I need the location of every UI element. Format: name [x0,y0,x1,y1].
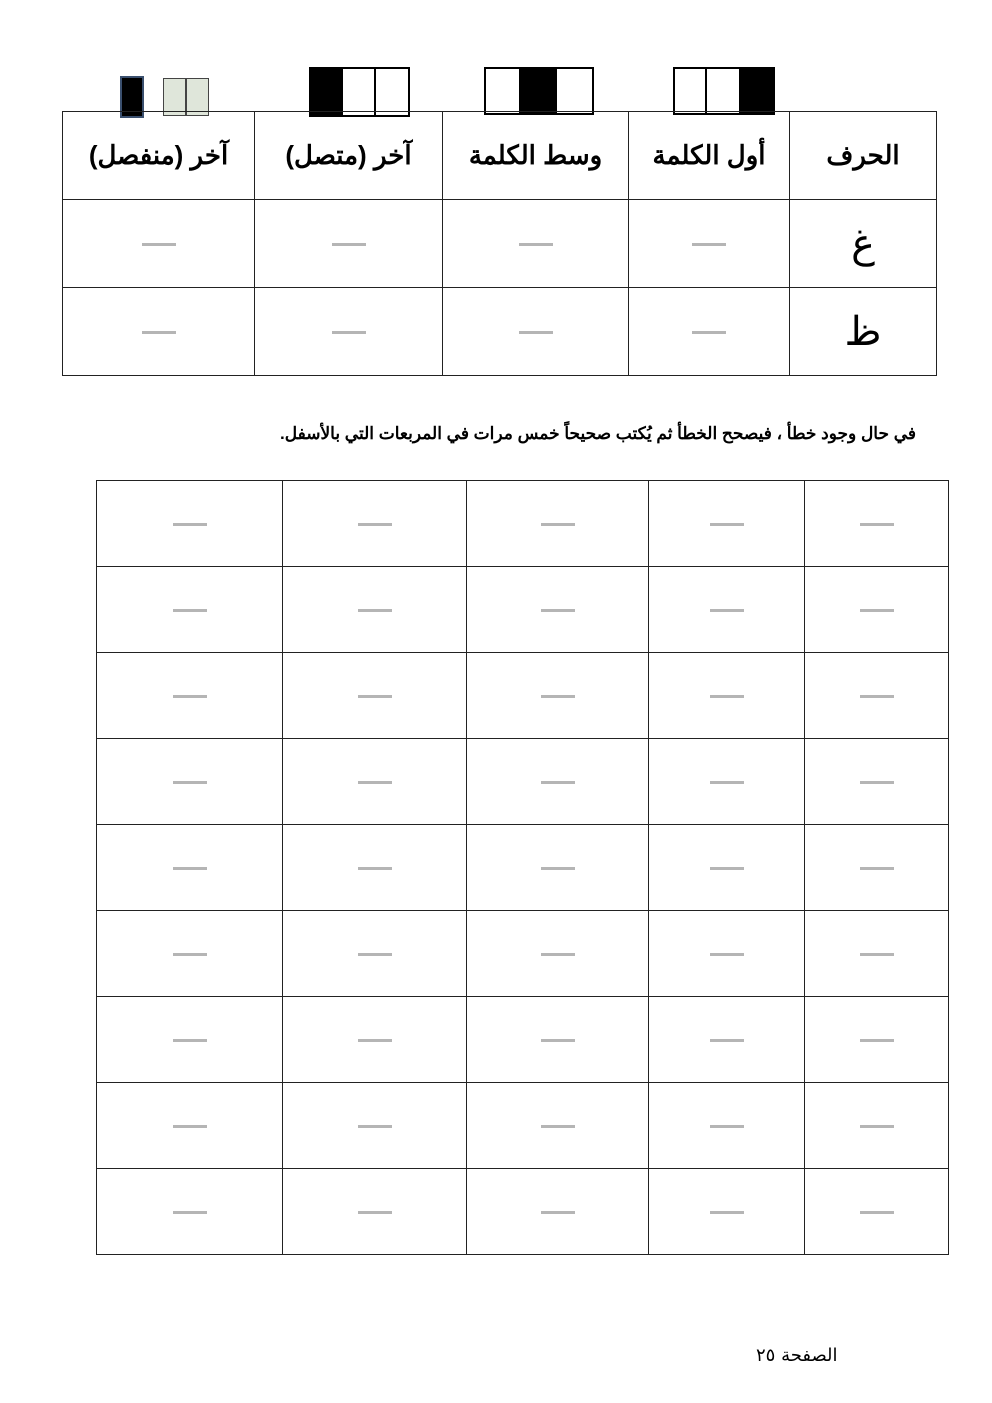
blank-line [710,1125,744,1128]
blank-line [358,1039,392,1042]
blank-line [173,781,207,784]
practice-row [97,1083,949,1169]
practice-cell[interactable] [805,825,949,911]
practice-cell[interactable] [97,911,283,997]
blank-line [541,609,575,612]
letter: غ [851,220,875,267]
header-beginning: أول الكلمة [629,112,790,200]
blank-line [541,781,575,784]
blank-line [173,1125,207,1128]
practice-cell[interactable] [467,1083,649,1169]
practice-cell[interactable] [649,739,805,825]
blank-line [358,695,392,698]
blank-line [358,1211,392,1214]
blank-line [541,695,575,698]
filled-box-icon [309,67,343,117]
answer-cell[interactable] [255,200,443,288]
letter: ظ [844,308,882,355]
practice-cell[interactable] [467,997,649,1083]
empty-box-icon [707,67,741,115]
blank-line [710,781,744,784]
practice-row [97,653,949,739]
icon-end-connected [309,67,410,117]
practice-cell[interactable] [805,911,949,997]
blank-line [173,523,207,526]
practice-cell[interactable] [97,997,283,1083]
answer-cell[interactable] [629,288,790,376]
empty-box-icon [343,67,376,117]
blank-line [860,781,894,784]
instruction-text: في حال وجود خطأ ، فيصحح الخطأ ثم يُكتب صحيحاً خمس مرات في المربعات التي بالأسفل. [280,424,916,443]
practice-cell[interactable] [283,739,467,825]
practice-cell[interactable] [649,481,805,567]
practice-row [97,567,949,653]
blank-line [541,1039,575,1042]
answer-cell[interactable] [629,200,790,288]
blank-line [142,331,176,334]
empty-box-icon [484,67,521,115]
blank-line [173,1211,207,1214]
practice-cell[interactable] [97,1083,283,1169]
blank-line [173,953,207,956]
practice-cell[interactable] [97,481,283,567]
practice-cell[interactable] [805,567,949,653]
practice-cell[interactable] [97,739,283,825]
letter-cell [790,288,937,376]
blank-line [519,243,553,246]
header-middle: وسط الكلمة [443,112,629,200]
blank-line [710,1211,744,1214]
blank-line [860,1125,894,1128]
blank-line [541,523,575,526]
practice-grid [96,480,949,1255]
practice-cell[interactable] [283,653,467,739]
practice-cell[interactable] [649,825,805,911]
blank-line [710,695,744,698]
blank-line [860,953,894,956]
blank-line [332,243,366,246]
table-header-row [63,112,937,200]
blank-line [710,953,744,956]
answer-cell[interactable] [255,288,443,376]
icon-beginning [673,67,775,115]
letter-forms-table [62,111,937,376]
practice-cell[interactable] [97,567,283,653]
practice-cell[interactable] [805,739,949,825]
blank-line [173,609,207,612]
header-letter: الحرف [790,112,937,200]
empty-box-icon [376,67,410,117]
blank-line [358,1125,392,1128]
header-end-connected: آخر (متصل) [255,112,443,200]
practice-cell[interactable] [467,739,649,825]
practice-cell[interactable] [467,653,649,739]
answer-cell[interactable] [443,288,629,376]
blank-line [692,243,726,246]
answer-cell[interactable] [443,200,629,288]
blank-line [860,1039,894,1042]
page-number: الصفحة ٢٥ [756,1345,838,1366]
table-row [63,200,937,288]
practice-row [97,739,949,825]
answer-cell[interactable] [63,200,255,288]
blank-line [358,867,392,870]
practice-cell[interactable] [467,567,649,653]
practice-cell[interactable] [467,1169,649,1255]
blank-line [142,243,176,246]
blank-line [860,867,894,870]
practice-cell[interactable] [649,997,805,1083]
blank-line [692,331,726,334]
blank-line [358,523,392,526]
blank-line [358,953,392,956]
practice-cell[interactable] [283,997,467,1083]
practice-row [97,481,949,567]
filled-box-icon [741,67,775,115]
blank-line [358,609,392,612]
practice-cell[interactable] [467,911,649,997]
practice-cell[interactable] [97,1169,283,1255]
table-row [63,288,937,376]
practice-cell[interactable] [805,1169,949,1255]
blank-line [860,695,894,698]
practice-cell[interactable] [283,567,467,653]
practice-row [97,825,949,911]
blank-line [860,609,894,612]
blank-line [541,953,575,956]
blank-line [710,1039,744,1042]
practice-cell[interactable] [805,997,949,1083]
practice-cell[interactable] [97,825,283,911]
empty-box-icon [557,67,594,115]
practice-cell[interactable] [467,825,649,911]
blank-line [541,867,575,870]
practice-cell[interactable] [649,1083,805,1169]
filled-box-icon [521,67,557,115]
blank-line [710,609,744,612]
practice-cell[interactable] [283,825,467,911]
practice-cell[interactable] [649,911,805,997]
practice-cell[interactable] [805,481,949,567]
practice-cell[interactable] [283,1169,467,1255]
practice-cell[interactable] [649,653,805,739]
blank-line [332,331,366,334]
blank-line [541,1125,575,1128]
blank-line [358,781,392,784]
practice-cell[interactable] [283,1083,467,1169]
icon-middle [484,67,594,115]
blank-line [710,523,744,526]
practice-cell[interactable] [97,653,283,739]
letter-cell [790,200,937,288]
answer-cell[interactable] [63,288,255,376]
header-end-separate: آخر (منفصل) [63,112,255,200]
blank-line [541,1211,575,1214]
practice-cell[interactable] [283,911,467,997]
practice-row [97,1169,949,1255]
practice-row [97,997,949,1083]
practice-cell[interactable] [467,481,649,567]
blank-line [173,1039,207,1042]
blank-line [519,331,553,334]
practice-row [97,911,949,997]
practice-cell[interactable] [805,653,949,739]
blank-line [173,695,207,698]
practice-cell[interactable] [805,1083,949,1169]
blank-line [710,867,744,870]
practice-cell[interactable] [649,1169,805,1255]
blank-line [173,867,207,870]
blank-line [860,1211,894,1214]
blank-line [860,523,894,526]
practice-cell[interactable] [649,567,805,653]
empty-box-icon [673,67,707,115]
practice-cell[interactable] [283,481,467,567]
